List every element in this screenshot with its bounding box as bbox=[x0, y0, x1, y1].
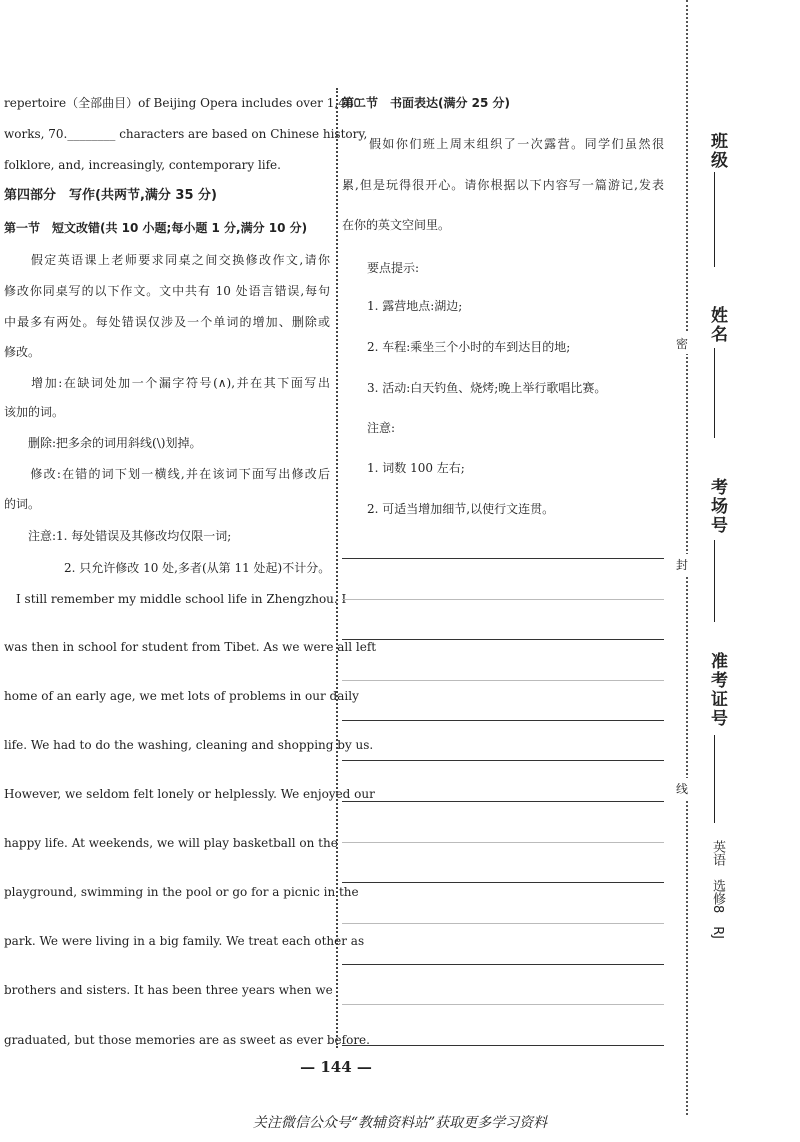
section-two-title: 第二节 书面表达(满分 25 分) bbox=[342, 96, 511, 110]
instruction-line: 修改。 bbox=[4, 345, 41, 359]
footer-note: 关注微信公众号“教辅资料站”获取更多学习资料 bbox=[252, 1115, 548, 1131]
passage-line: graduated, but those memories are as sweet as ever before. bbox=[4, 1033, 370, 1047]
seal-mark-xian: 线 bbox=[676, 778, 688, 799]
instruction-line: 的词。 bbox=[4, 497, 41, 511]
name-field-line[interactable] bbox=[714, 348, 715, 438]
passage-line: life. We had to do the washing, cleaning and shopping by us. bbox=[4, 738, 374, 752]
name-label: 姓名 bbox=[707, 306, 727, 344]
writing-line[interactable] bbox=[342, 1004, 664, 1005]
note-item: 2. 可适当增加细节,以使行文连贯。 bbox=[367, 502, 555, 516]
writing-line[interactable] bbox=[342, 801, 664, 802]
prompt-line: 在你的英文空间里。 bbox=[342, 218, 451, 232]
writing-line[interactable] bbox=[342, 923, 664, 924]
hint-item: 2. 车程:乘坐三个小时的车到达目的地; bbox=[367, 340, 571, 354]
seal-mark-feng: 封 bbox=[676, 554, 688, 575]
writing-line[interactable] bbox=[342, 1045, 664, 1046]
section-one-title: 第一节 短文改错(共 10 小题;每小题 1 分,满分 10 分) bbox=[4, 221, 308, 235]
column-divider bbox=[336, 88, 338, 1048]
intro-line-2: works, 70.________ characters are based on Chinese history, bbox=[4, 127, 368, 141]
writing-line[interactable] bbox=[342, 680, 664, 681]
hints-label: 要点提示: bbox=[367, 261, 420, 275]
passage-line: I still remember my middle school life in Zhengzhou. I bbox=[4, 592, 347, 606]
instruction-line: 注意:1. 每处错误及其修改均仅限一词; bbox=[4, 529, 232, 543]
passage-line: home of an early age, we met lots of problems in our daily bbox=[4, 689, 359, 703]
instruction-line: 2. 只允许修改 10 处,多者(从第 11 处起)不计分。 bbox=[4, 561, 331, 575]
passage-line: However, we seldom felt lonely or helplessly. We enjoyed our bbox=[4, 787, 375, 801]
writing-line[interactable] bbox=[342, 882, 664, 883]
exam-room-field-line[interactable] bbox=[714, 540, 715, 622]
page-number: — 144 — bbox=[300, 1058, 372, 1076]
passage-line: was then in school for student from Tibet. As we were all left bbox=[4, 640, 377, 654]
hint-item: 1. 露营地点:湖边; bbox=[367, 299, 463, 313]
instruction-line: 删除:把多余的词用斜线(\)划掉。 bbox=[4, 436, 202, 450]
writing-line[interactable] bbox=[342, 842, 664, 843]
writing-line[interactable] bbox=[342, 760, 664, 761]
passage-line: happy life. At weekends, we will play basketball on the bbox=[4, 836, 338, 850]
passage-line: playground, swimming in the pool or go for a picnic in the bbox=[4, 885, 359, 899]
writing-line[interactable] bbox=[342, 964, 664, 965]
passage-line: brothers and sisters. It has been three years when we bbox=[4, 983, 333, 997]
instruction-line: 增加:在缺词处加一个漏字符号(∧),并在其下面写出 bbox=[4, 376, 330, 390]
hint-item: 3. 活动:白天钓鱼、烧烤;晚上举行歌唱比赛。 bbox=[367, 381, 607, 395]
class-field-line[interactable] bbox=[714, 172, 715, 267]
instruction-line: 中最多有两处。每处错误仅涉及一个单词的增加、删除或 bbox=[4, 315, 330, 329]
prompt-line: 累,但是玩得很开心。请你根据以下内容写一篇游记,发表 bbox=[342, 178, 664, 192]
note-item: 1. 词数 100 左右; bbox=[367, 461, 465, 475]
ticket-number-field-line[interactable] bbox=[714, 735, 715, 823]
exam-room-label: 考场号 bbox=[707, 478, 727, 535]
prompt-line: 假如你们班上周末组织了一次露营。同学们虽然很 bbox=[342, 137, 664, 151]
intro-line-3: folklore, and, increasingly, contemporary life. bbox=[4, 158, 281, 172]
seal-mark-mi: 密 bbox=[676, 333, 688, 354]
notes-label: 注意: bbox=[367, 421, 396, 435]
passage-line: park. We were living in a big family. We treat each other as bbox=[4, 934, 365, 948]
writing-line[interactable] bbox=[342, 639, 664, 640]
part-four-title: 第四部分 写作(共两节,满分 35 分) bbox=[4, 188, 217, 203]
writing-line[interactable] bbox=[342, 558, 664, 559]
instruction-line: 修改你同桌写的以下作文。文中共有 10 处语言错误,每句 bbox=[4, 284, 330, 298]
writing-line[interactable] bbox=[342, 720, 664, 721]
instruction-line: 修改:在错的词下划一横线,并在该词下面写出修改后 bbox=[4, 467, 330, 481]
subject-label: 英语 选修8 RJ bbox=[710, 840, 725, 940]
ticket-number-label: 准考证号 bbox=[707, 652, 727, 728]
writing-line[interactable] bbox=[342, 599, 664, 600]
intro-line-1: repertoire（全部曲目）of Beijing Opera includes over 1,400 bbox=[4, 96, 362, 110]
instruction-line: 该加的词。 bbox=[4, 405, 65, 419]
instruction-line: 假定英语课上老师要求同桌之间交换修改作文,请你 bbox=[4, 253, 330, 267]
class-label: 班级 bbox=[707, 132, 727, 170]
